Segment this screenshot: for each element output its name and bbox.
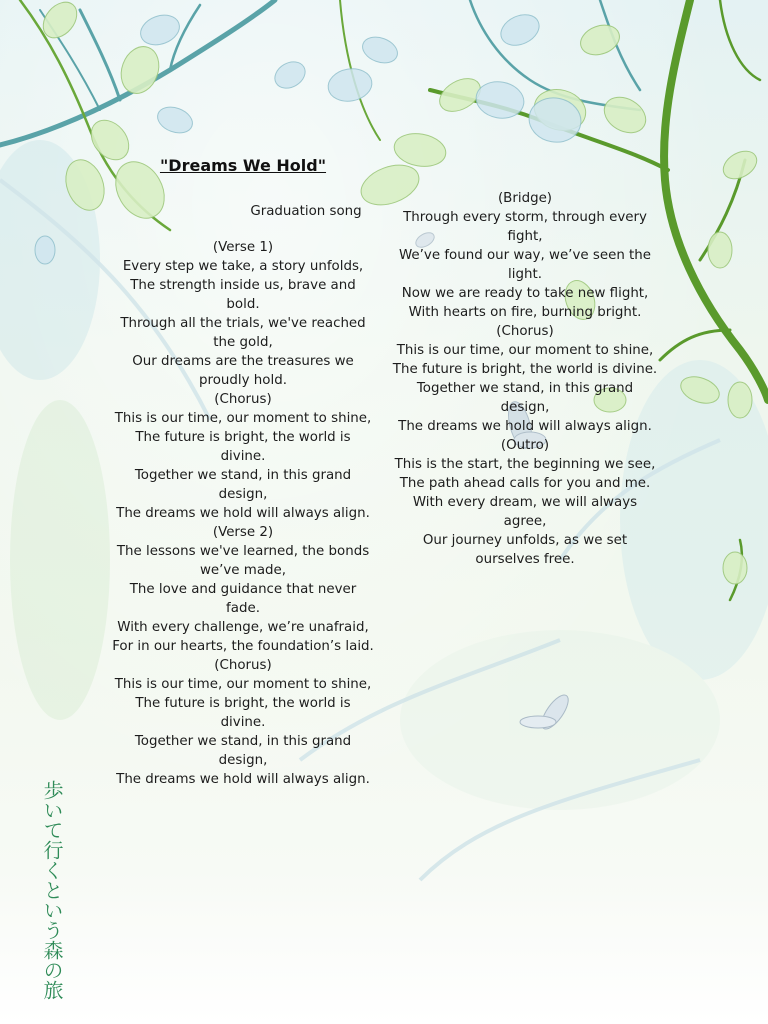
lyric-line: Through every storm, through every fight, [403, 210, 647, 244]
lyric-line: With hearts on fire, burning bright. [408, 305, 642, 320]
lyric-line: (Chorus) [214, 658, 272, 673]
lyric-line: (Verse 1) [212, 240, 274, 255]
lyric-line: Together we stand, in this grand design, [134, 734, 352, 768]
lyric-line: With every challenge, we’re unafraid, [117, 620, 369, 635]
lyric-line: The love and guidance that never fade. [129, 582, 357, 616]
lyric-line: The future is bright, the world is divine. [392, 362, 658, 377]
lyric-line: The dreams we hold will always align. [398, 419, 652, 434]
song-title: "Dreams We Hold" [159, 156, 327, 175]
lyric-line: The strength inside us, brave and bold. [130, 278, 356, 312]
lyric-line: Our journey unfolds, as we set ourselves free. [422, 533, 628, 567]
song-subtitle: Graduation song [250, 204, 362, 219]
lyric-line: This is our time, our moment to shine, [396, 343, 654, 358]
lyric-line: With every dream, we will always agree, [412, 495, 638, 529]
lyric-line: We’ve found our way, we’ve seen the light. [398, 248, 652, 282]
lyric-line: Together we stand, in this grand design, [416, 381, 634, 415]
lyric-line: This is our time, our moment to shine, [114, 677, 372, 692]
lyric-line: The dreams we hold will always align. [116, 506, 370, 521]
lyric-line: (Chorus) [214, 392, 272, 407]
lyric-line: Our dreams are the treasures we proudly hold. [132, 354, 354, 388]
lyric-line: This is the start, the beginning we see, [394, 457, 656, 472]
lyric-line: (Bridge) [497, 191, 553, 206]
lyric-line: Every step we take, a story unfolds, [122, 259, 364, 274]
lyric-line: This is our time, our moment to shine, [114, 411, 372, 426]
lyric-line: The lessons we've learned, the bonds we’ve made, [116, 544, 370, 578]
lyric-line: The dreams we hold will always align. [116, 772, 370, 787]
lyric-line: Through all the trials, we've reached the gold, [120, 316, 366, 350]
lyrics-right-column [392, 189, 658, 569]
lyric-line: For in our hearts, the foundation’s laid. [112, 639, 374, 654]
lyric-line: (Chorus) [496, 324, 554, 339]
lyric-line: Together we stand, in this grand design, [134, 468, 352, 502]
lyric-line: (Verse 2) [212, 525, 274, 540]
vertical-japanese-caption: 歩いて行くという森の旅 [40, 780, 64, 1000]
lyrics-left-column [112, 238, 374, 789]
lyric-line: The path ahead calls for you and me. [399, 476, 651, 491]
lyric-line: The future is bright, the world is divine. [135, 430, 351, 464]
lyric-line: Now we are ready to take new flight, [401, 286, 649, 301]
lyric-line: The future is bright, the world is divine. [135, 696, 351, 730]
lyric-line: (Outro) [500, 438, 550, 453]
